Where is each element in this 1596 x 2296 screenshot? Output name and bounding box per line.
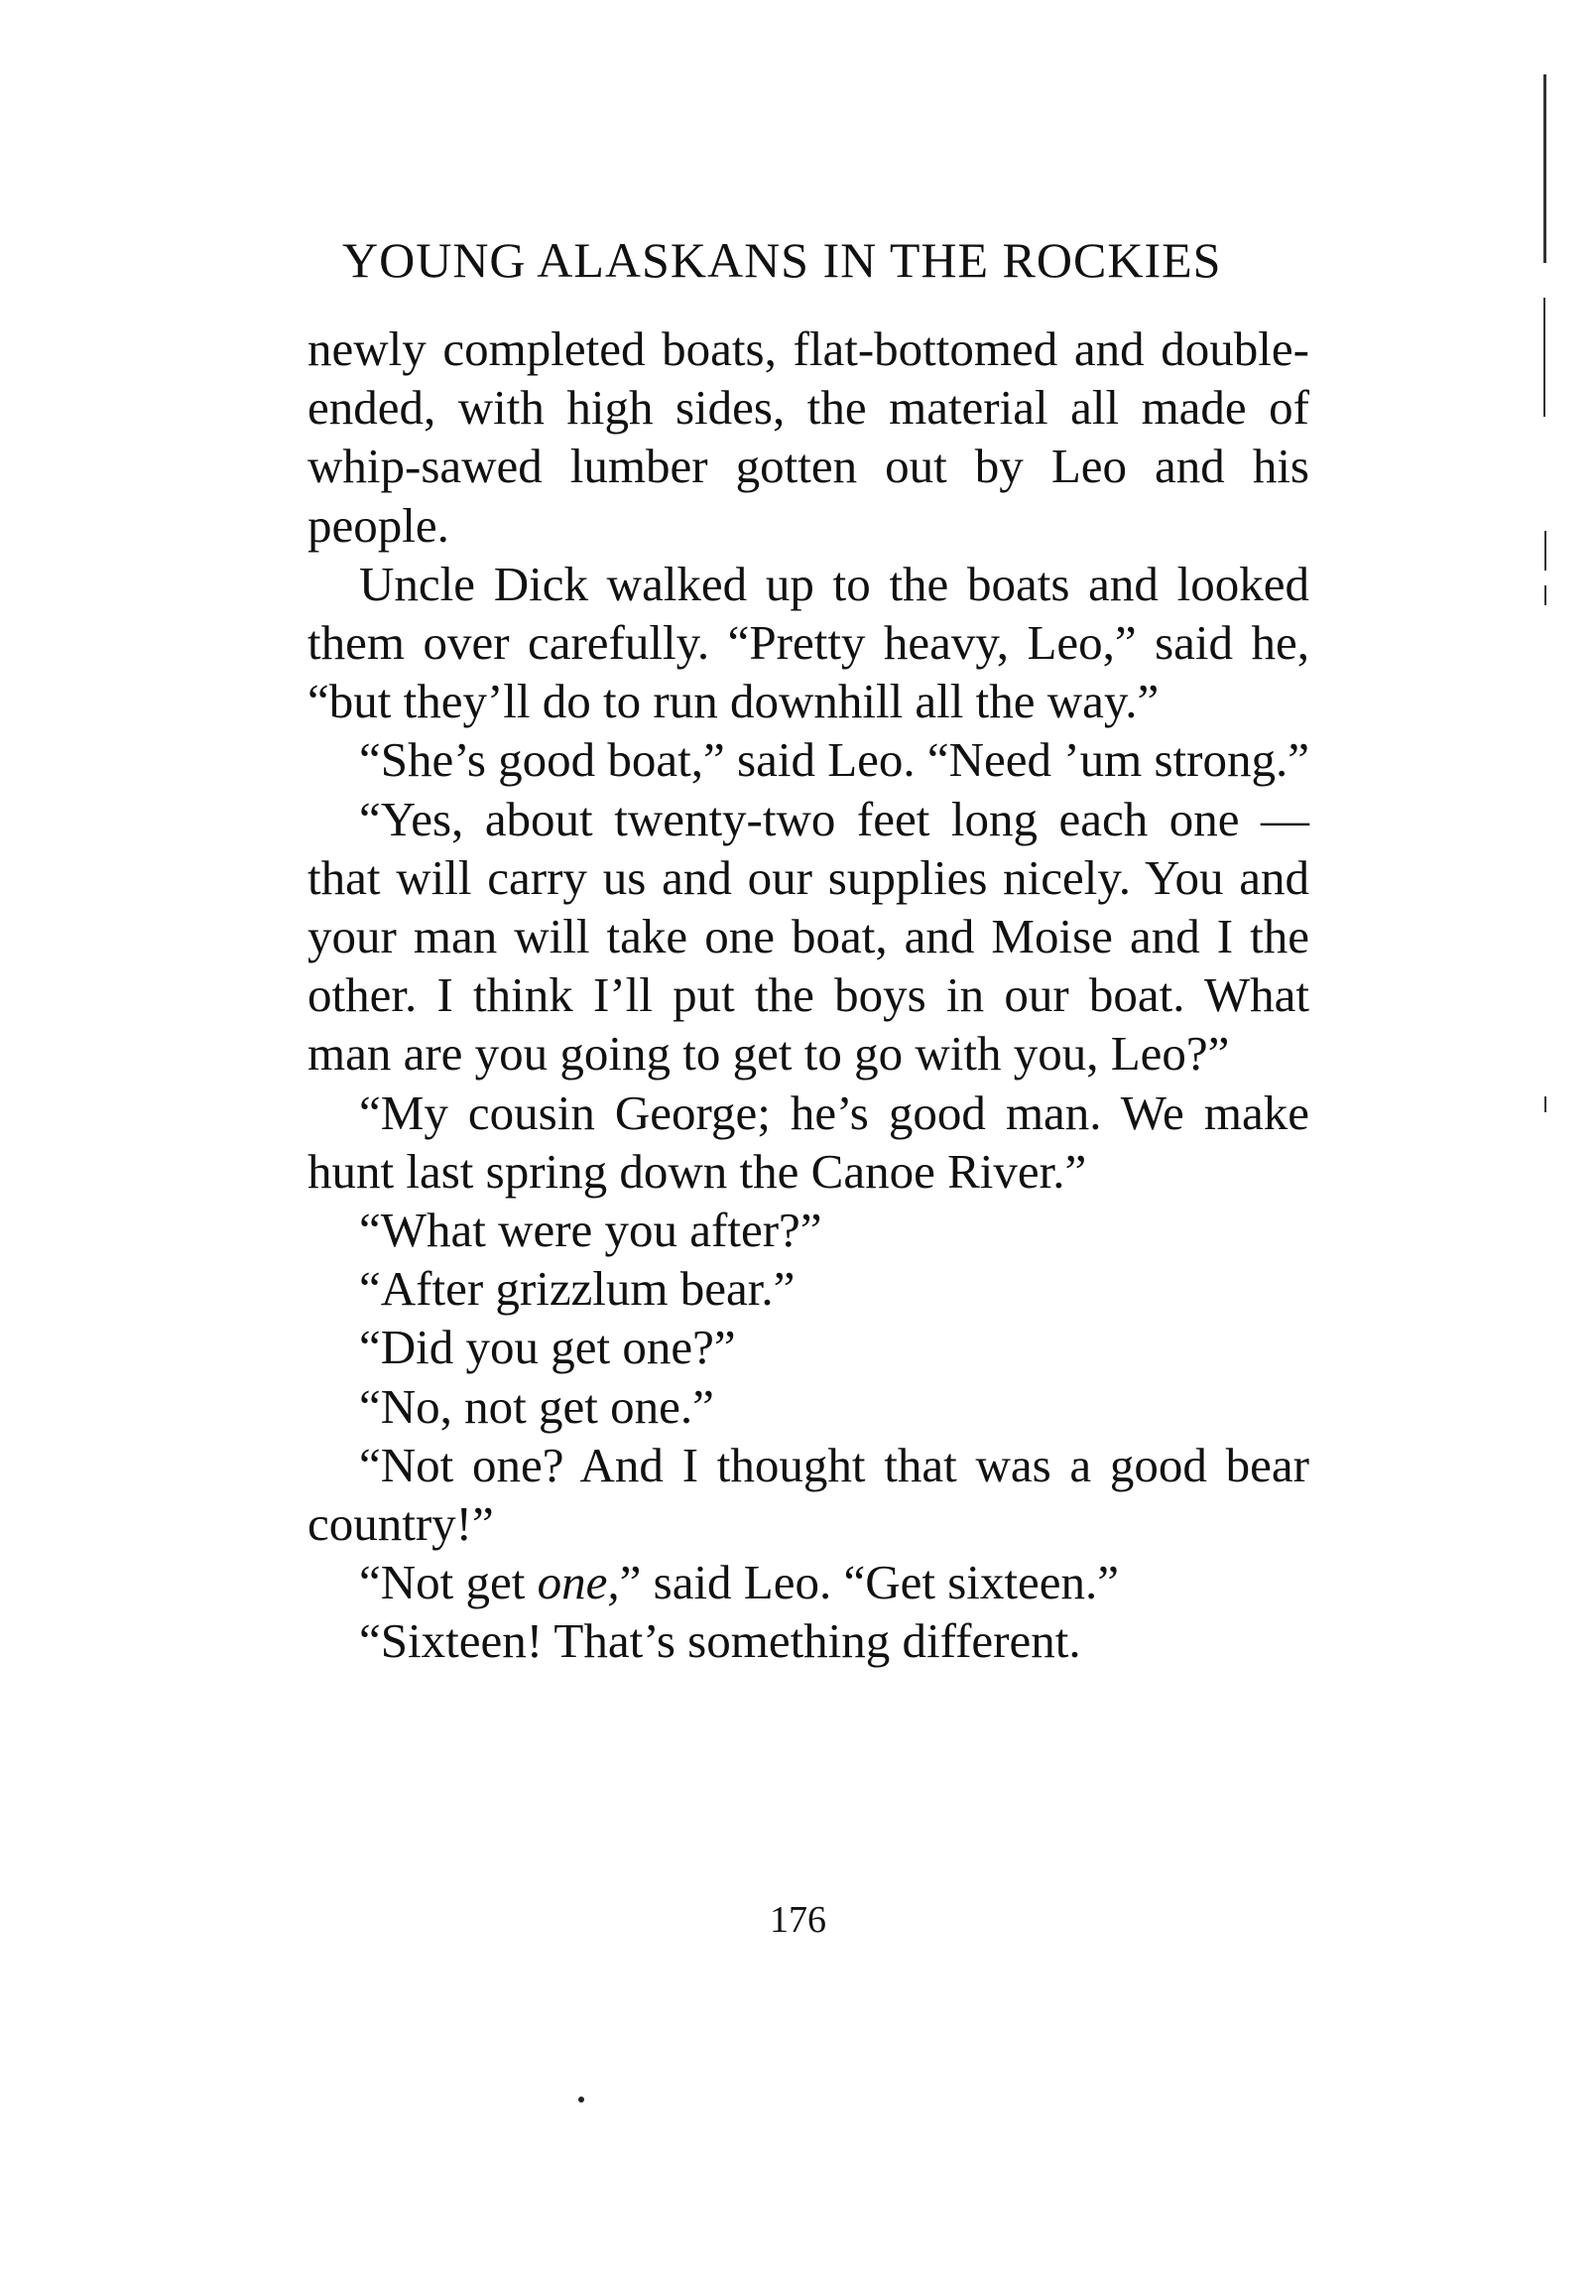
- scan-edge-mark: [1543, 298, 1545, 417]
- paragraph-10: “Not one? And I thought that was a good bear country!”: [307, 1437, 1309, 1552]
- paragraph-3: “She’s good boat,” said Leo. “Need ’um strong.”: [359, 732, 1309, 788]
- paragraph-7: “After grizzlum bear.”: [359, 1261, 796, 1317]
- paragraph-6: “What were you after?”: [359, 1203, 822, 1258]
- page-number: 176: [770, 1899, 826, 1941]
- scan-edge-mark: [1543, 74, 1546, 263]
- running-head: YOUNG ALASKANS IN THE ROCKIES: [342, 232, 1222, 288]
- scan-edge-mark: [1544, 531, 1546, 571]
- paragraph-11: [307, 1553, 1309, 1611]
- paragraph-11-lead: “Not get: [359, 1555, 538, 1610]
- paragraph-12: “Sixteen! That’s something different.: [359, 1613, 1081, 1669]
- scan-edge-mark: [1544, 1096, 1546, 1112]
- paragraph-11-italic: one,: [537, 1555, 620, 1610]
- paragraph-4: “Yes, about twenty-two feet long each one —that will carry us and our supplies nicely. You and your man will take one boat, and Moise and I the other. I think I’ll put the boys in our boat. What man are you going to get to go with you, Leo?”: [307, 791, 1309, 1082]
- paragraph-2: Uncle Dick walked up to the boats and looked them over carefully. “Pretty heavy, Leo,” said he, “but they’ll do to run downhill all the way.”: [307, 556, 1309, 729]
- body-text: [307, 319, 1309, 1671]
- paragraph-1: newly completed boats, flat-bottomed and double-ended, with high sides, the material all made of whip-sawed lumber gotten out by Leo and his people.: [307, 321, 1309, 553]
- scan-speck: [578, 2097, 584, 2103]
- paragraph-11-tail: ” said Leo. “Get sixteen.”: [619, 1555, 1120, 1610]
- paragraph-8: “Did you get one?”: [359, 1320, 736, 1375]
- scan-edge-mark: [1544, 585, 1546, 605]
- paragraph-9: “No, not get one.”: [359, 1378, 714, 1434]
- paragraph-5: “My cousin George; he’s good man. We make hunt last spring down the Canoe River.”: [307, 1084, 1309, 1199]
